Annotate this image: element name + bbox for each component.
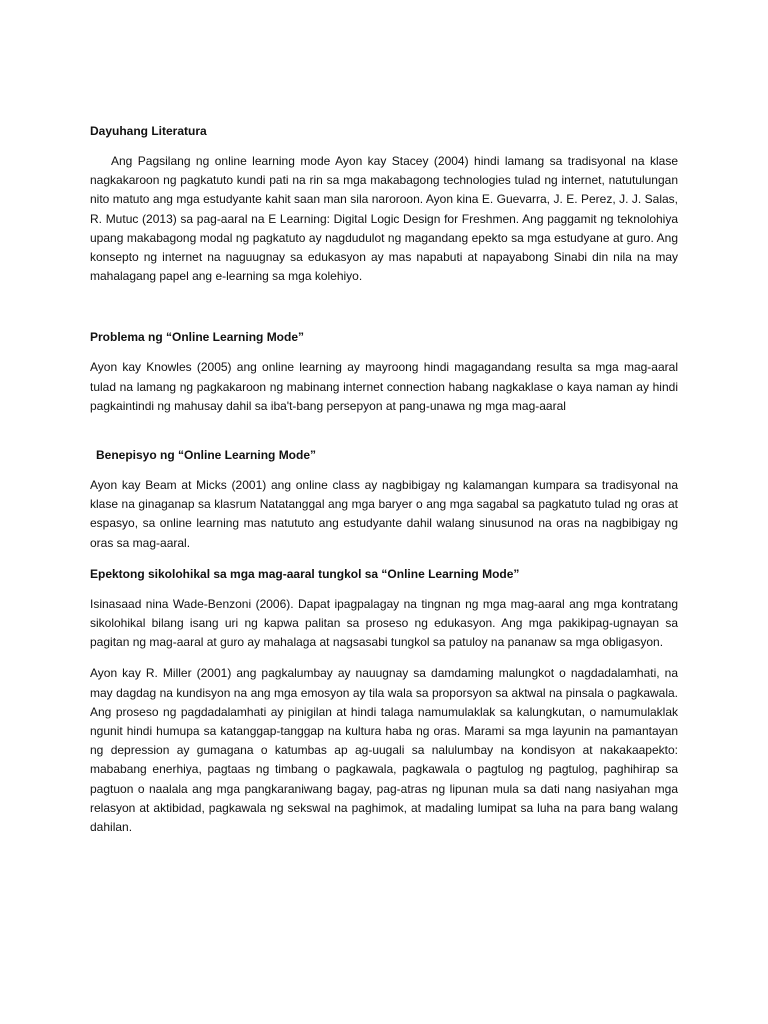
heading-problema: Problema ng “Online Learning Mode”: [90, 330, 305, 345]
heading-dayuhang-literatura: Dayuhang Literatura: [90, 124, 207, 138]
heading-benepisyo: Benepisyo ng “Online Learning Mode”: [96, 448, 317, 463]
paragraph-miller: Ayon kay R. Miller (2001) ang pagkalumbay ay nauugnay sa damdaming malungkot o nagdadalamhati, na may dagdag na kundisyon na ang mga emosyon ay tila wala sa proporsyon sa aktwal na pinsala o pagkawala. Ang proseso ng pagdadalamhati ay pinigilan at hindi talaga namumulaklak sa kalungkutan, o namumulaklak ngunit hindi humupa sa katanggap-tanggap na kultura haba ng oras. Marami sa mga layunin na pamantayan ng depression ay gumagana o katumbas ap ag-uugali sa nalulumbay na kondisyon at nakakaapekto: mababang enerhiya, pagtaas ng timbang o pagkawala, pagkawala o pagtulog ng pagtulog, paghihirap sa pagtuon o naalala ang mga pangkaraniwang bagay, pag-atras ng lipunan mula sa dati nang nasiyahan mga relasyon at aktibidad, pagkawala ng sekswal na paghimok, at madaling lumipat sa luha na para bang walang dahilan.: [90, 666, 678, 835]
heading-epektong-sikolohikal: Epektong sikolohikal sa mga mag-aaral tungkol sa “Online Learning Mode”: [90, 566, 520, 581]
document-page: [90, 122, 678, 837]
paragraph-dayuhang-literatura: Ang Pagsilang ng online learning mode Ayon kay Stacey (2004) hindi lamang sa tradisyonal na klase nagkakaroon ng pagkatuto kundi pati na rin sa mga makabagong technologies tulad ng internet, natutulungan nito matuto ang mga estudyante kahit saan man sila naroroon. Ayon kina E. Guevarra, J. E. Perez, J. J. Salas, R. Mutuc (2013) sa pag-aaral na E Learning: Digital Logic Design for Freshmen. Ang paggamit ng teknolohiya upang makabagong modal ng pagkatuto ay nagdudulot ng magandang epekto sa mga estudyane at guro. Ang konsepto ng internet na naguugnay sa edukasyon ay mas napabuti at napayabong Sinabi din nila na may mahalagang papel ang e-learning sa mga kolehiyo.: [90, 154, 678, 284]
paragraph-benepisyo: Ayon kay Beam at Micks (2001) ang online class ay nagbibigay ng kalamangan kumpara sa tradisyonal na klase na ginaganap sa klasrum Natatanggal ang mga baryer o ang mga sagabal sa pagkatuto tulad ng oras at espasyo, sa online learning mas natututo ang estudyante dahil walang sinusunod na oras na nagbibigay ng oras sa mag-aaral.: [90, 478, 678, 550]
paragraph-problema: Ayon kay Knowles (2005) ang online learning ay mayroong hindi magagandang resulta sa mga mag-aaral tulad na lamang ng pagkakaroon ng mabinang internet connection habang nagkaklase o kaya naman ay hindi pagkaintindi ng mahusay dahil sa iba't-bang persepyon at pang-unawa ng mga mag-aaral: [90, 360, 678, 413]
paragraph-wade-benzoni: Isinasaad nina Wade-Benzoni (2006). Dapat ipagpalagay na tingnan ng mga mag-aaral ang mga kontratang sikolohikal bilang isang uri ng kapwa palitan sa proseso ng edukasyon. Ang mga pakikipag-ugnayan sa pagitan ng mag-aaral at guro ay mahalaga at nagsasabi tungkol sa patuloy na pananaw sa mga obligasyon.: [90, 596, 678, 650]
